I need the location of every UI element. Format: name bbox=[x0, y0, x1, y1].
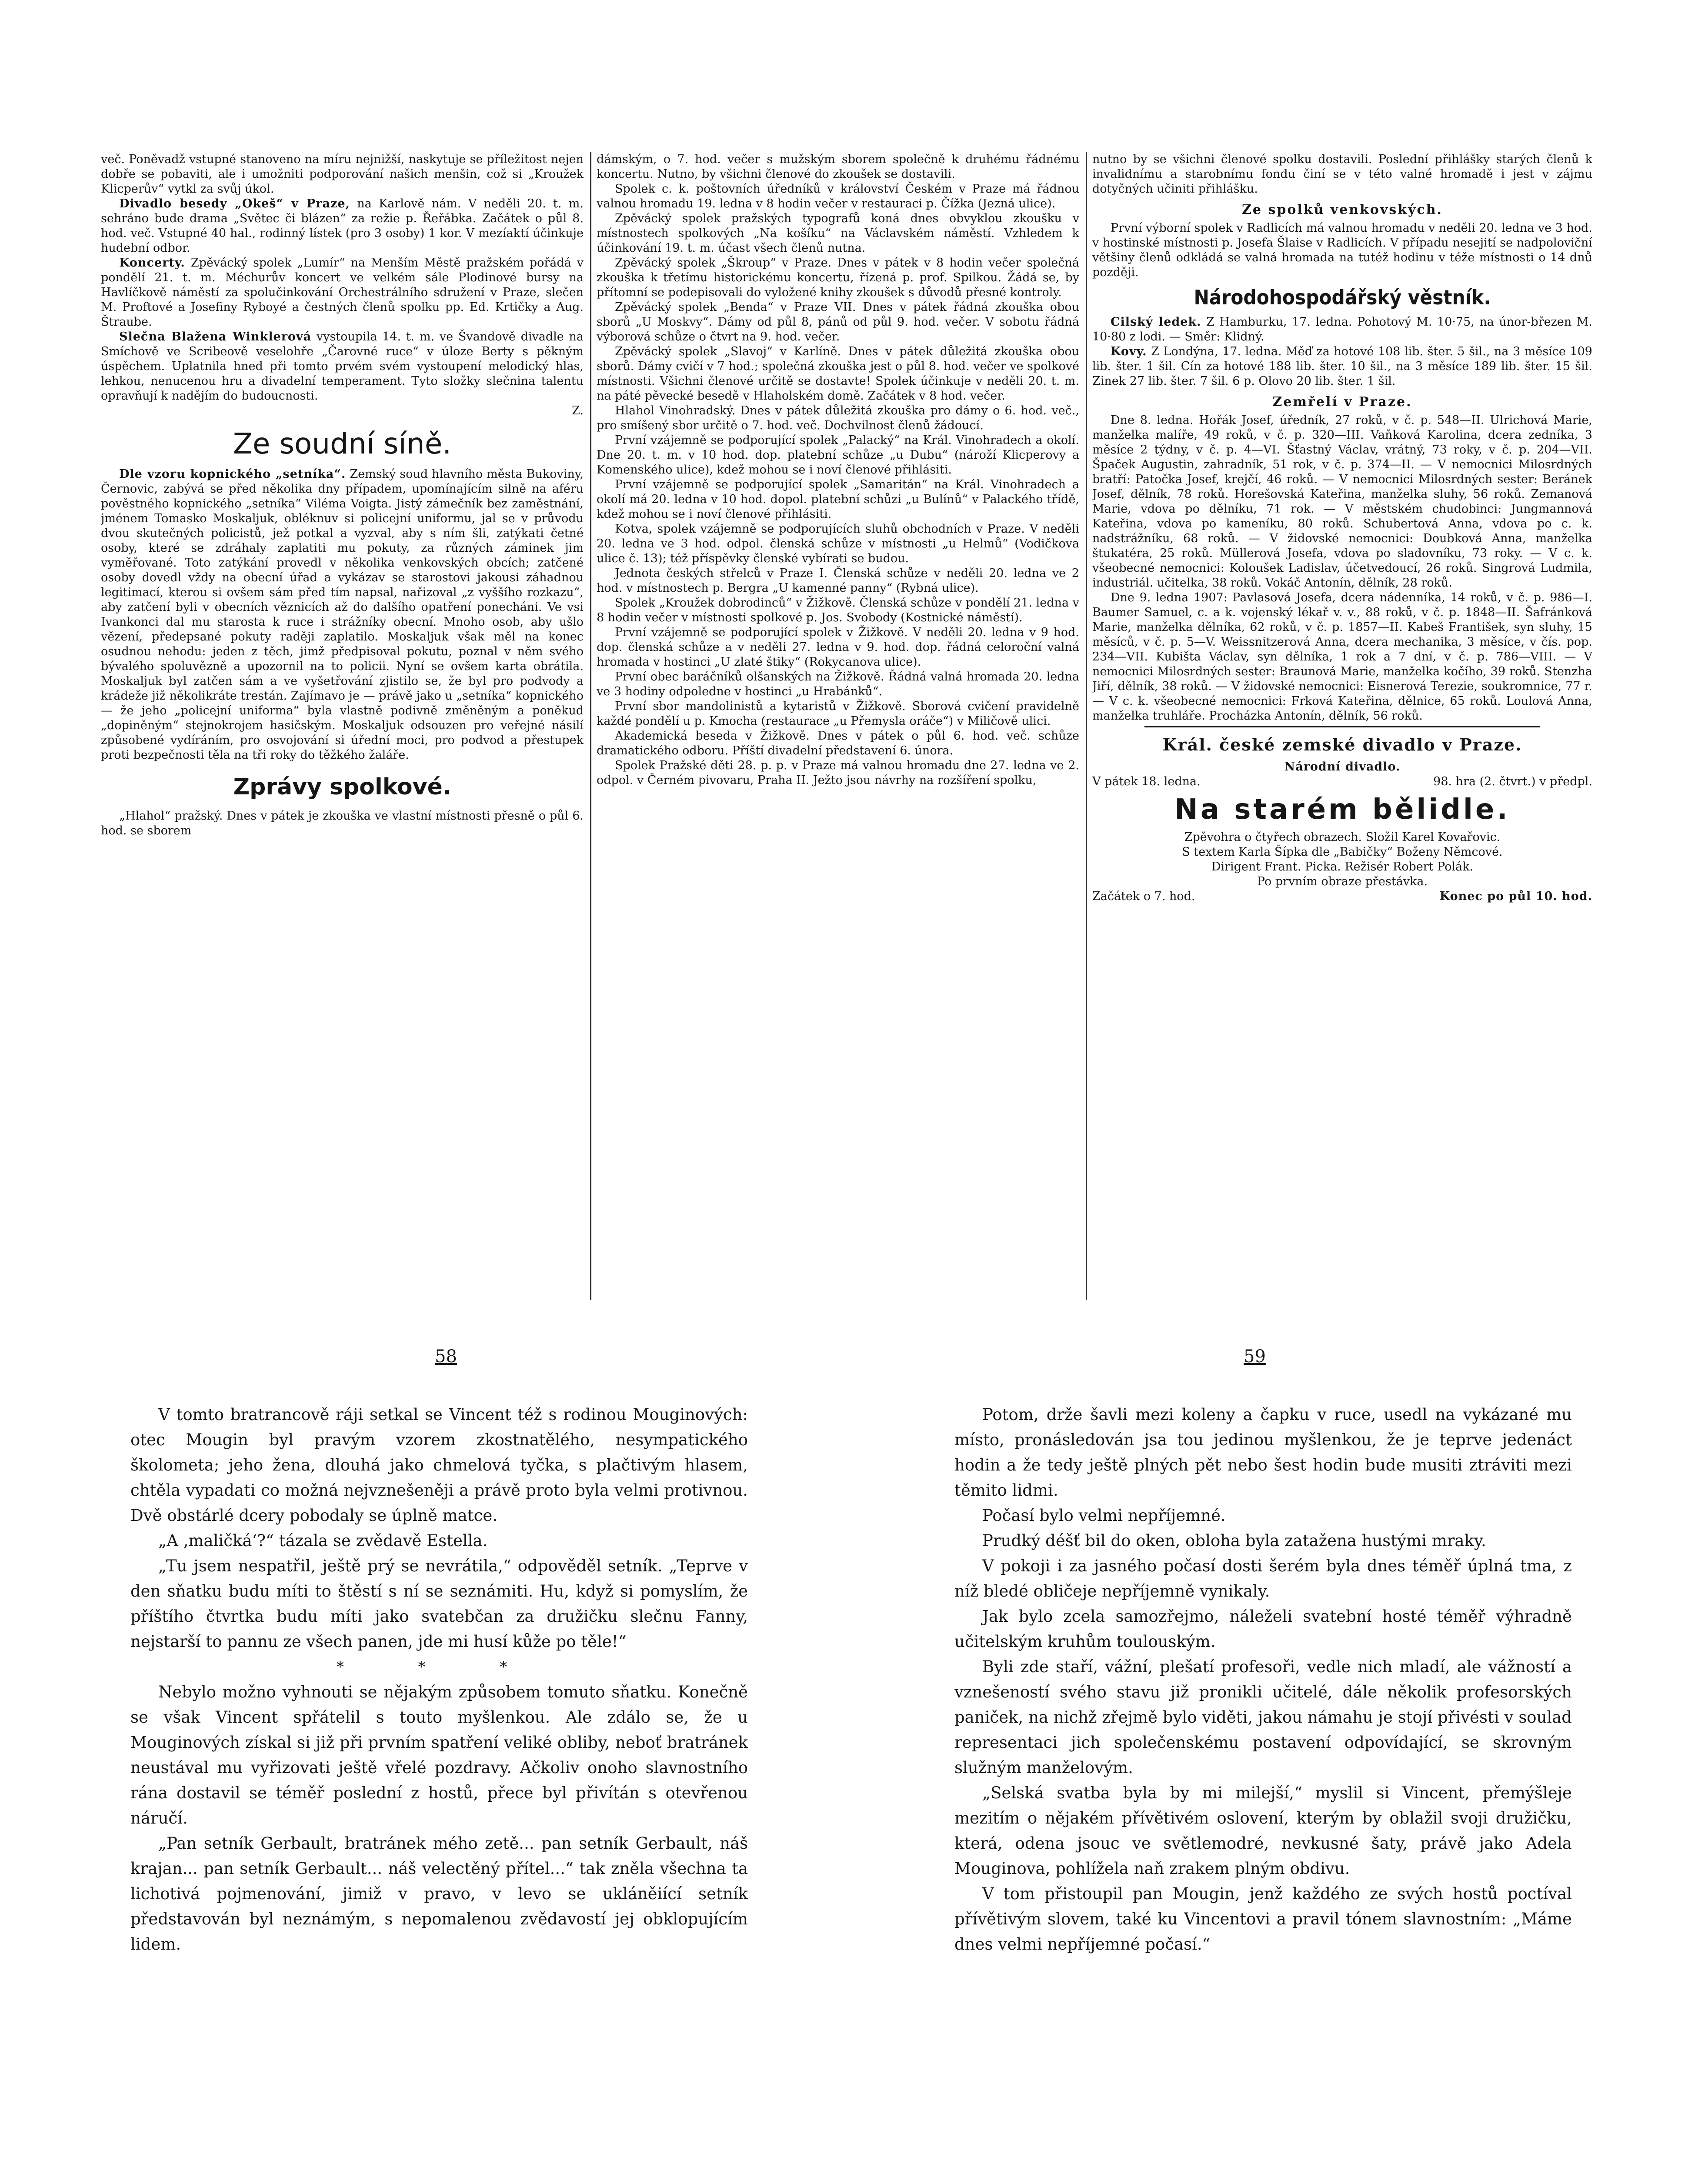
page-number-right: 59 bbox=[1244, 1347, 1266, 1367]
koncerty-text: Zpěvácký spolek „Lumír“ na Menším Městě pražském pořádá v pondělí 21. t. m. Méchurův koncert ve velkém sále Plodinové bursy na Havlíčkově náměstí za spolučinkování Orchestrálního sdružení v Praze, slečen M. Proftové a Josefiny Ryboyé a čestných členů spolku pp. Ed. Krtičky a Aug. Štraube. bbox=[101, 256, 584, 329]
book-paragraph: V tom přistoupil pan Mougin, jenž každého ze svých hostů poctíval přívětivým slovem, také ku Vincentovi a pravil tónem slavnostním: „Máme dnes velmi nepříjemné počasí.“ bbox=[954, 1884, 1572, 1954]
book-paragraph: „Tu jsem nespatřil, ještě prý se nevrátila,“ odpověděl setník. „Teprve v den sňatku budu míti to štěstí s ní se seznámiti. Hu, když si pomyslím, že příštího čtvrtka budu míti jako svatebčan za družičku slečnu Fanny, nejstarší to pannu ze všech panen, jde mi husí kůže po těle!“ bbox=[130, 1557, 748, 1651]
club-notice: Akademická beseda v Žižkově. Dnes v pátek o půl 6. hod. več. schůze dramatického odboru. Příští divadelní představení 6. února. bbox=[597, 729, 1079, 757]
book-paragraph: „Pan setník Gerbault, bratránek mého zetě... pan setník Gerbault, náš krajan... pan setník Gerbault... náš velectěný přítel...“ tak zněla všechna ta lichotivá pojmenování, jimiž v pravo, v levo se ukláněiící setník představován byl neznámým, s nepomalenou zvědavostí jej obklopujícím lidem. bbox=[130, 1834, 748, 1954]
ledek-text: Z Hamburku, 17. ledna. Pohotový M. 10·75, na únor-březen M. 10·80 z lodi. — Směr: Klidný. bbox=[1092, 315, 1592, 343]
signature: Z. bbox=[572, 404, 584, 417]
book-paragraph: V tomto bratrancově ráji setkal se Vincent též s rodinou Mouginových: otec Mougin byl pravým vzorem zkostnatělého, nesympatického školometa; jeho žena, dlouhá jako chmelová tyčka, s plačtivým hlasem, chtěla vypadati co možná nejvznešeněji a právě proto byla velmi protivnou. Dvě obstárlé dcery pobodaly se úplně matce. bbox=[130, 1405, 748, 1525]
soudni-sin-title: Ze soudní síně. bbox=[233, 427, 452, 460]
column1-intro: več. Poněvadž vstupné stanoveno na míru nejnižší, naskytuje se příležitost nejen dobře se pobaviti, ale i umožniti podporování našich menšin, což si „Kroužek Klicperův“ vytkl za svůj úkol. bbox=[101, 153, 584, 196]
theatre-start: Začátek o 7. hod. bbox=[1092, 890, 1195, 903]
theatre-performance: 98. hra (2. čtvrt.) v předpl. bbox=[1433, 775, 1592, 788]
zemreli-list-1: Dne 8. ledna. Hořák Josef, úředník, 27 roků, v č. p. 548—II. Ulrichová Marie, manželka malíře, 49 roků, v č. p. 320—III. Vaňková Karolina, dcera zedníka, 3 měsíce 2 týdny, v č. p. 4—VI. Šťastný Václav, vrátný, 73 roky, v č. p. 204—VII. Špaček Augustin, zahradník, 51 rok, v č. p. 374—II. — V nemocnici Milosrdných bratří: Patočka Josef, krejčí, 46 roků. — V nemocnici Milosrdných sester: Beránek Josef, dělník, 78 roků. Horešovská Kateřina, manželka sluhy, 56 roků. Zemanová Marie, vdova po dělníku, 71 rok. — V městském chudobinci: Jungmannová Kateřina, vdova po kameníku, 80 roků. Schubertová Anna, vdova po c. k. nadstrážníku, 68 roků. — V židovské nemocnici: Doubková Anna, manželka štukatéra, 25 roků. Müllerová Josefa, vdova po sladovníku, 73 roky. — V c. k. všeobecné nemocnici: Koloušek Ladislav, účetvedoucí, 26 roků. Singrová Ludmila, industriál. učitelka, 38 roků. Vokáč Antonín, dělník, 28 roků. bbox=[1092, 413, 1592, 590]
club-notice: dámským, o 7. hod. večer s mužským sborem společně k druhému řádnému koncertu. Nutno, by všichni členové do zkoušek se dostavili. bbox=[597, 153, 1079, 181]
book-paragraph: Jak bylo zcela samozřejmo, náleželi svatební hosté téměř výhradně učitelským kruhům toulouským. bbox=[954, 1607, 1572, 1651]
newspaper-column-3 bbox=[1092, 152, 1592, 1300]
book-page-58 bbox=[130, 1402, 748, 2174]
kovy-heading: Kovy. bbox=[1111, 345, 1147, 358]
newspaper-column-2 bbox=[597, 152, 1079, 1300]
ledek-notice bbox=[1092, 315, 1592, 344]
club-notice: Spolek c. k. poštovních úředníků v království Českém v Praze má řádnou valnou hromadu 19. ledna v 8 hodin večer v restauraci p. Čížka (Jezná ulice). bbox=[597, 182, 1079, 210]
theatre-description: Po prvním obraze přestávka. bbox=[1257, 875, 1428, 888]
koncerty-notice bbox=[101, 256, 584, 330]
theatre-description: Zpěvohra o čtyřech obrazech. Složil Karel Kovařovic. bbox=[1184, 830, 1501, 844]
theatre-play-title: Na starém bělidle. bbox=[1174, 794, 1510, 826]
divider bbox=[1144, 726, 1540, 727]
club-notice: Zpěvácký spolek „Škroup“ v Praze. Dnes v pátek v 8 hodin večer společná zkouška k třetímu historickému koncertu, řízená p. prof. Spilkou. Žádá se, by přítomní se podepisovali do vyložené knihy zkoušek s důvodů přesné kontroly. bbox=[597, 256, 1079, 299]
zemreli-list-2: Dne 9. ledna 1907: Pavlasová Josefa, dcera nádenníka, 14 roků, v č. p. 986—I. Baumer Samuel, c. a k. vojenský lékař v. v., 88 roků, v č. p. 1848—II. Šafránková Marie, manželka dělníka, 62 roků, v č. p. 1857—II. Kabeš František, syn sluhy, 15 měsíců, v č. p. 5—V. Weissnitzerová Anna, dcera mechanika, 3 měsíce, v čís. pop. 234—VII. Kubišta Václav, syn dělníka, 1 rok a 7 dní, v č. p. 786—VIII. — V nemocnici Milosrdných sester: Braunová Marie, manželka kočího, 39 roků. Stenzha Jiří, dělník, 38 roků. — V židovské nemocnici: Eisnerová Terezie, soukromnice, 77 r. — V c. k. všeobecné nemocnici: Frková Kateřina, dělnice, 65 roků. Loulová Anna, manželka truhláře. Procházka Antonín, dělník, 56 roků. bbox=[1092, 591, 1592, 723]
book-paragraph: Byli zde staří, vážní, plešatí profesoři, vedle nich mladí, ale vážností a vznešeností svého stavu již pronikli učitelé, dále několik profesorských paniček, na nichž zřejmě bylo viděti, jakou námahu je stojí přivésti v soulad representaci jich společenskému postavení odpovídající, se skrovným služným manželovým. bbox=[954, 1657, 1572, 1777]
club-notice: Spolek „Kroužek dobrodinců“ v Žižkově. Členská schůze v pondělí 21. ledna v 8 hodin večer v místnosti spolkové p. Jos. Svobody (Kostnické náměstí). bbox=[597, 596, 1079, 624]
theatre-end: Konec po půl 10. hod. bbox=[1439, 890, 1592, 903]
club-notice: První obec baráčníků olšanských na Žižkově. Řádná valná hromada 20. ledna ve 3 hodiny odpoledne v hostinci „u Hrabánků“. bbox=[597, 670, 1079, 698]
book-page-59 bbox=[954, 1402, 1572, 2174]
book-paragraph: „A ,maličká‘?“ tázala se zvědavě Estella. bbox=[158, 1531, 488, 1550]
club-notice: Zpěvácký spolek „Benda“ v Praze VII. Dnes v pátek řádná zkouška obou sborů „U Moskvy“. Dámy od půl 8, pánů od půl 9. hod. večer. V sobotu řádná výborová schůze o čtvrt na 9. hod. večer. bbox=[597, 300, 1079, 343]
kovy-text: Z Londýna, 17. ledna. Měď za hotové 108 lib. šter. 5 šil., na 3 měsíce 109 lib. šter. 1 šil. Cín za hotové 188 lib. šter. 10 šil., na 3 měsíce 189 lib. šter. 15 šil. Zinek 27 lib. šter. 7 šil. 6 p. Olovo 20 lib. šter. 1 šil. bbox=[1092, 345, 1592, 388]
club-notice: Zpěvácký spolek „Slavoj“ v Karlíně. Dnes v pátek důležitá zkouška obou sborů. Dámy cvičí v 7 hod.; společná zkouška jest o půl 8. hod. večer ve spolkové místnosti. Všichni členové určitě se dostavte! Spolek účinkuje v neděli 20. t. m. na páté pěvecké besedě v Hlaholském domě. Začátek v 8 hod. večer. bbox=[597, 345, 1079, 403]
venkov-text: První výborní spolek v Radlicích má valnou hromadu v neděli 20. ledna ve 3 hod. v hostinské místnosti p. Josefa Šlaise v Radlicích. V případu nesejití se nadpoloviční většiny členů odkládá se valná hromada na tutéž hodinu v téže místnosti o 14 dnů později. bbox=[1092, 221, 1592, 279]
column-rule-1 bbox=[590, 152, 591, 1300]
koncerty-heading: Koncerty. bbox=[119, 256, 185, 270]
zpravy-spolkove-title: Zprávy spolkové. bbox=[233, 774, 451, 800]
club-notice: Zpěvácký spolek pražských typografů koná dnes obvyklou zkoušku v místnostech spolkových „Na košíku“ na Václavském náměstí. Vzhledem k účinkování 19. t. m. účast všech členů nutna. bbox=[597, 212, 1079, 255]
book-paragraph: Prudký déšť bil do oken, obloha byla zatažena hustými mraky. bbox=[982, 1531, 1486, 1550]
club-notice: Jednota českých střelců v Praze I. Členská schůze v neděli 20. ledna ve 2 hod. v místnostech p. Bergra „U kamenné panny“ (Rybná ulice). bbox=[597, 567, 1079, 595]
theatre-description: S textem Karla Šípka dle „Babičky“ Boženy Němcové. bbox=[1182, 845, 1503, 859]
winklerova-heading: Slečna Blažena Winklerová bbox=[119, 330, 312, 343]
winklerova-text: vystoupila 14. t. m. ve Švandově divadle na Smíchově ve Scribeově veselohře „Čarovné ruce“ v úloze Berty s pěkným úspěchem. Uplatnila hned při tomto prvém svém vystoupení melodický hlas, lehkou, nenucenou hru a divadelní temperament. Tyto složky slečnina talentu opravňují k nadějím do budoucnosti. bbox=[101, 330, 584, 403]
hlahol-notice: „Hlahol“ pražský. Dnes v pátek je zkouška ve vlastní místnosti přesně o půl 6. hod. se sborem bbox=[101, 809, 584, 837]
newspaper-column-1 bbox=[101, 152, 584, 1300]
book-paragraph: V pokoji i za jasného počasí dosti šerém byla dnes téměř úplná tma, z níž bledé obličeje nepříjemně vynikaly. bbox=[954, 1557, 1572, 1600]
theatre-date-line bbox=[1092, 774, 1592, 789]
setnik-heading: Dle vzoru kopnického „setníka“. bbox=[119, 467, 346, 481]
club-notice: Hlahol Vinohradský. Dnes v pátek důležitá zkouška pro dámy o 6. hod. več., pro smíšený sbor určitě o 7. hod. več. Dochvilnost členů žádoucí. bbox=[597, 404, 1079, 432]
club-notice: První vzájemně se podporující spolek „Samaritán“ na Král. Vinohradech a okolí má 20. ledna v 10 hod. dopol. platební schůzi „u Bulínů“ v Palackého třídě, kdež mohou se i noví členové přihlásiti. bbox=[597, 478, 1079, 521]
club-notice: První sbor mandolinistů a kytaristů v Žižkově. Sborová cvičení pravidelně každé pondělí u p. Kmocha (restaurace „u Přemysla oráče“) v Miličově ulici. bbox=[597, 700, 1079, 728]
kovy-notice bbox=[1092, 344, 1592, 389]
theatre-date: V pátek 18. ledna. bbox=[1092, 775, 1201, 788]
club-notice: Kotva, spolek vzájemně se podporujících sluhů obchodních v Praze. V neděli 20. ledna ve 3 hod. odpol. členská schůze v místnosti „u Helmů“ (Vodičkova ulice č. 13); též příspěvky členské vybírati se budou. bbox=[597, 522, 1079, 565]
club-notice: První vzájemně se podporující spolek „Palacký“ na Král. Vinohradech a okolí. Dne 20. t. m. v 10 hod. dop. platební schůze „u Dubu“ (nároží Klicperovy a Komenského ulice), kdež mohou se i noví členové přihlásiti. bbox=[597, 433, 1079, 477]
setnik-text: Zemský soud hlavního města Bukoviny, Černovic, zabývá se před několika dny případem, upomínajícím silně na aféru pověstného kopnického „setníka“ Viléma Voigta. Jistý zámečník bez zaměstnání, jménem Tomasko Moskaljuk, obléknuv si policejní uniformu, jal se v průvodu dvou skutečných policistů, jež potkal a vyzval, aby s ním šli, zatýkati četné osoby, které se zdráhaly zaplatiti mu pokuty, za různých záminek jim vyměřované. Toto zatýkání provedl v několika venkovských obcích; zatčené osoby dovedl vždy na obecní úřad a vykázav se starostovi jakousi záhadnou legitimací, kterou si ovšem sám před tím napsal, nařizoval „z vyššího rozkazu“, aby zatčení byli v obecních věznicích až do dalšího opatření ponecháni. Ve vsi Ivankonci dal mu starosta k ruce i strážníky obecní. Mnoho osob, aby ušlo vězení, předepsané pokuty raději zaplatilo. Moskaljuk však měl na konec osudnou nehodu: jeden z těch, jimž předpisoval pokutu, poznal v něm svého bývalého spoluvězně a upozornil na to policii. Nyní se ovšem karta obrátila. Moskaljuk byl zatčen sám a ve vyšetřování zjistilo se, že byl pro podvody a krádeže již několikráte trestán. Zajímavo je — právě jako u „setníka“ kopnického — že jeho „policejní uniforma“ byla vlastně podivně změněným a poněkud „dopiněným“ stejnokrojem hasičským. Moskaljuk odsouzen pro veřejné násilí způsobené vydíráním, pro osvojování si úřední moci, pro podvod a přestupek proti bezpečnosti těla na tři roky do těžkého žaláře. bbox=[101, 467, 584, 762]
book-paragraph: „Selská svatba byla by mi milejší,“ myslil si Vincent, přemýšleje mezitím o nějakém přívětivém oslovení, kterým by oblažil svoji družičku, která, odena jsouc ve světlemodré, nevkusné šaty, právě jako Adela Mouginova, pohlížela naň zrakem plným obdivu. bbox=[954, 1784, 1572, 1878]
theatre-description: Dirigent Frant. Picka. Režisér Robert Polák. bbox=[1211, 860, 1474, 874]
venkov-title: Ze spolků venkovských. bbox=[1242, 202, 1443, 217]
book-paragraph: Nebylo možno vyhnouti se nějakým způsobem tomuto sňatku. Konečně se však Vincent spřátelil s touto myšlenkou. Ale zdálo se, že u Mouginových získal si již při prvním spatření veliké obliby, neboť bratránek neustával mu vyřizovati ještě vřelé pozdravy. Ačkoliv onoho slavnostního rána dostavil se téměř poslední z hostů, přece byl přivítán s otevřenou náručí. bbox=[130, 1683, 748, 1827]
zemreli-title: Zemřelí v Praze. bbox=[1272, 394, 1412, 410]
divadlo-notice bbox=[101, 197, 584, 256]
setnik-article bbox=[101, 467, 584, 763]
winklerova-notice bbox=[101, 330, 584, 403]
divadlo-text: na Karlově nám. V neděli 20. t. m. sehráno bude drama „Světec či blázen“ za režie p. Řeřábka. Začátek o půl 8. hod. več. Vstupné 40 hal., rodinný lístek (pro 3 osoby) 1 kor. V mezíaktí účinkuje hudební odbor. bbox=[101, 197, 584, 255]
ledek-heading: Cilský ledek. bbox=[1111, 315, 1201, 329]
club-notice: Spolek Pražské děti 28. p. p. v Praze má valnou hromadu dne 27. ledna ve 2. odpol. v Černém pivovaru, Praha II. Ježto jsou návrhy na rozšíření spolku, bbox=[597, 759, 1079, 787]
divadlo-heading: Divadlo besedy „Okeš“ v Praze, bbox=[119, 197, 350, 210]
section-break: * * * bbox=[336, 1658, 542, 1676]
book-paragraph: Počasí bylo velmi nepříjemné. bbox=[982, 1506, 1226, 1525]
book-paragraph: Potom, drže šavli mezi koleny a čapku v ruce, usedl na vykázané mu místo, pronásledován jsa tou jedinou myšlenkou, že je teprve jedenáct hodin a že tedy ještě plných pět nebo šest hodin bude musiti ztráviti mezi těmito lidmi. bbox=[954, 1405, 1572, 1500]
column-rule-2 bbox=[1086, 152, 1087, 1300]
theatre-subtitle: Národní divadlo. bbox=[1284, 760, 1401, 774]
theatre-title: Král. české zemské divadlo v Praze. bbox=[1162, 735, 1522, 754]
theatre-times bbox=[1092, 889, 1592, 904]
page-number-left: 58 bbox=[435, 1347, 457, 1367]
column3-intro: nutno by se všichni členové spolku dostavili. Poslední přihlášky starých členů k invalidnímu a starobnímu fondu činí se v této valné hromadě i jest v zájmu dotyčných učiniti přihlášku. bbox=[1092, 153, 1592, 196]
vestnik-title: Národohospodářský věstník. bbox=[1194, 286, 1491, 309]
club-notice: První vzájemně se podporující spolek v Žižkově. V neděli 20. ledna v 9 hod. dop. členská schůze a v neděli 27. ledna v 9. hod. dop. řádná celoroční valná hromada v hostinci „U zlaté štiky“ (Rokycanova ulice). bbox=[597, 626, 1079, 669]
